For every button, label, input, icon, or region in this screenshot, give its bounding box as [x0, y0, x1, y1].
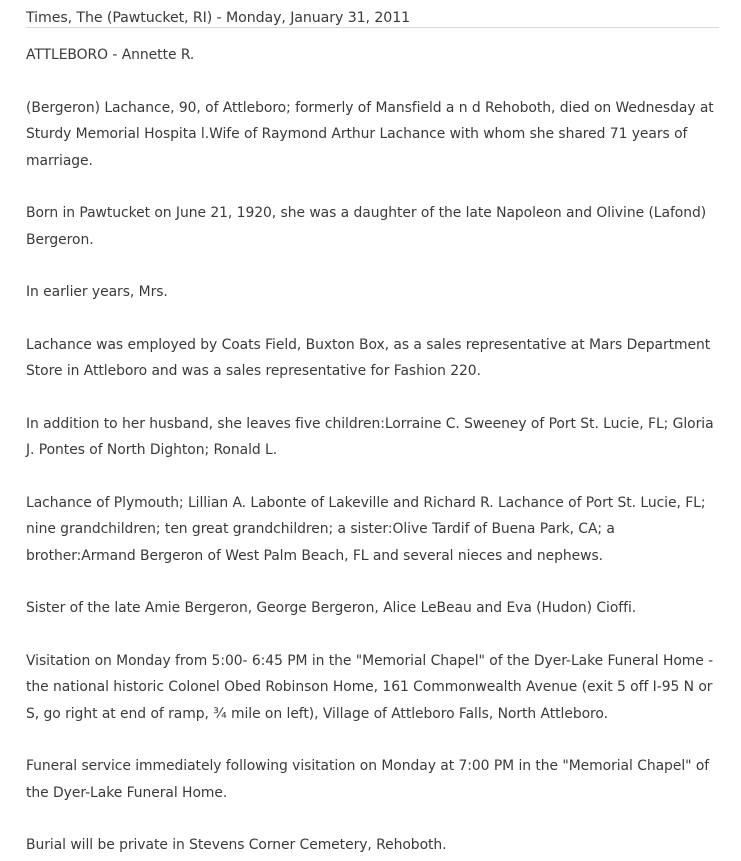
- paragraph-predeceased: Sister of the late Amie Bergeron, George Bergeron, Alice LeBeau and Eva (Hudon) Cioffi.: [26, 600, 637, 616]
- paragraph-location-name: ATTLEBORO - Annette R.: [26, 47, 195, 63]
- paragraph-birth: Born in Pawtucket on June 21, 1920, she was a daughter of the late Napoleon and Olivine (Lafond) Bergeron.: [26, 205, 707, 248]
- paragraph-survivors-continued: Lachance of Plymouth; Lillian A. Labonte of Lakeville and Richard R. Lachance of Port St. Lucie, FL; nine grandchildren; ten great grandchildren; a sister:Olive Tardif of Buena Park, CA; a brother:Armand Bergeron of West Palm Beach, FL and several nieces and nephews.: [26, 494, 706, 564]
- paragraph-survivors: In addition to her husband, she leaves five children:Lorraine C. Sweeney of Port St. Lucie, FL; Gloria J. Pontes of North Dighton; Ronald L.: [26, 415, 714, 458]
- source-header: Times, The (Pawtucket, RI) - Monday, January 31, 2011: [26, 0, 719, 28]
- paragraph-employment: Lachance was employed by Coats Field, Buxton Box, as a sales representative at Mars Department Store in Attleboro and was a sales representative for Fashion 220.: [26, 336, 711, 379]
- paragraph-death-notice: (Bergeron) Lachance, 90, of Attleboro; formerly of Mansfield a n d Rehoboth, died on Wednesday at Sturdy Memorial Hospita l.Wife of Raymond Arthur Lachance with whom she shared 71 years of marriage.: [26, 99, 714, 169]
- paragraph-funeral-service: Funeral service immediately following visitation on Monday at 7:00 PM in the "Memorial Chapel" of the Dyer-Lake Funeral Home.: [26, 758, 710, 801]
- obituary-body: [26, 42, 719, 859]
- paragraph-earlier-years: In earlier years, Mrs.: [26, 284, 168, 300]
- paragraph-visitation: Visitation on Monday from 5:00- 6:45 PM in the "Memorial Chapel" of the Dyer-Lake Funeral Home - the national historic Colonel Obed Robinson Home, 161 Commonwealth Avenue (exit 5 off I-95 N or S, go right at end of ramp, ¾ mile on left), Village of Attleboro Falls, North Attleboro.: [26, 652, 714, 722]
- paragraph-burial: Burial will be private in Stevens Corner Cemetery, Rehoboth.: [26, 837, 447, 853]
